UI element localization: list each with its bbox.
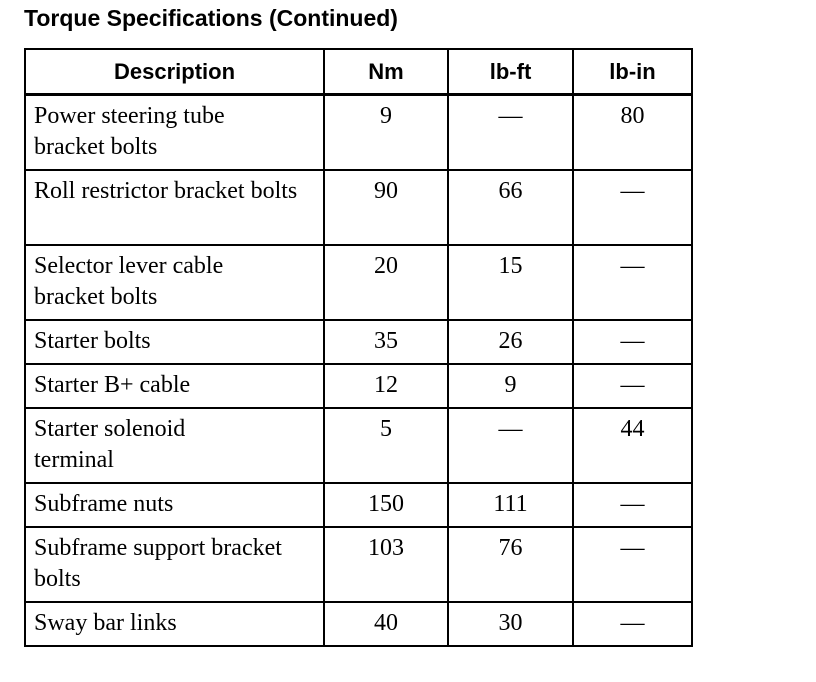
lb-ft-cell: 15 (448, 245, 573, 320)
lb-ft-cell: — (448, 95, 573, 170)
nm-cell: 90 (324, 170, 448, 245)
nm-cell: 35 (324, 320, 448, 364)
table-row (25, 320, 692, 364)
lb-in-cell: — (573, 320, 692, 364)
column-header-lb-in: lb-in (573, 49, 692, 95)
table-row (25, 170, 692, 245)
table-row (25, 408, 692, 483)
description-cell: Starter solenoid terminal (25, 408, 324, 483)
lb-in-cell: — (573, 527, 692, 602)
column-header-lb-ft: lb-ft (448, 49, 573, 95)
lb-in-cell: 44 (573, 408, 692, 483)
lb-ft-cell: 30 (448, 602, 573, 646)
table-row (25, 245, 692, 320)
lb-ft-cell: 111 (448, 483, 573, 527)
lb-in-cell: — (573, 483, 692, 527)
description-cell: Selector lever cable bracket bolts (25, 245, 324, 320)
column-header-description: Description (25, 49, 324, 95)
lb-ft-cell: — (448, 408, 573, 483)
nm-cell: 150 (324, 483, 448, 527)
table-row (25, 364, 692, 408)
description-cell: Sway bar links (25, 602, 324, 646)
nm-cell: 40 (324, 602, 448, 646)
nm-cell: 9 (324, 95, 448, 170)
table-row (25, 602, 692, 646)
description-cell: Subframe support bracket bolts (25, 527, 324, 602)
lb-ft-cell: 26 (448, 320, 573, 364)
lb-in-cell: 80 (573, 95, 692, 170)
description-cell: Roll restrictor bracket bolts (25, 170, 324, 245)
table-row (25, 95, 692, 170)
lb-ft-cell: 66 (448, 170, 573, 245)
nm-cell: 12 (324, 364, 448, 408)
table-row (25, 527, 692, 602)
torque-spec-table (24, 48, 693, 647)
table-row (25, 483, 692, 527)
description-cell: Starter bolts (25, 320, 324, 364)
lb-ft-cell: 9 (448, 364, 573, 408)
column-header-nm: Nm (324, 49, 448, 95)
description-cell: Starter B+ cable (25, 364, 324, 408)
description-cell: Power steering tube bracket bolts (25, 95, 324, 170)
nm-cell: 103 (324, 527, 448, 602)
table-header-row (25, 49, 692, 95)
description-cell: Subframe nuts (25, 483, 324, 527)
page-title: Torque Specifications (Continued) (24, 5, 398, 31)
lb-ft-cell: 76 (448, 527, 573, 602)
lb-in-cell: — (573, 170, 692, 245)
nm-cell: 5 (324, 408, 448, 483)
lb-in-cell: — (573, 245, 692, 320)
nm-cell: 20 (324, 245, 448, 320)
lb-in-cell: — (573, 364, 692, 408)
lb-in-cell: — (573, 602, 692, 646)
